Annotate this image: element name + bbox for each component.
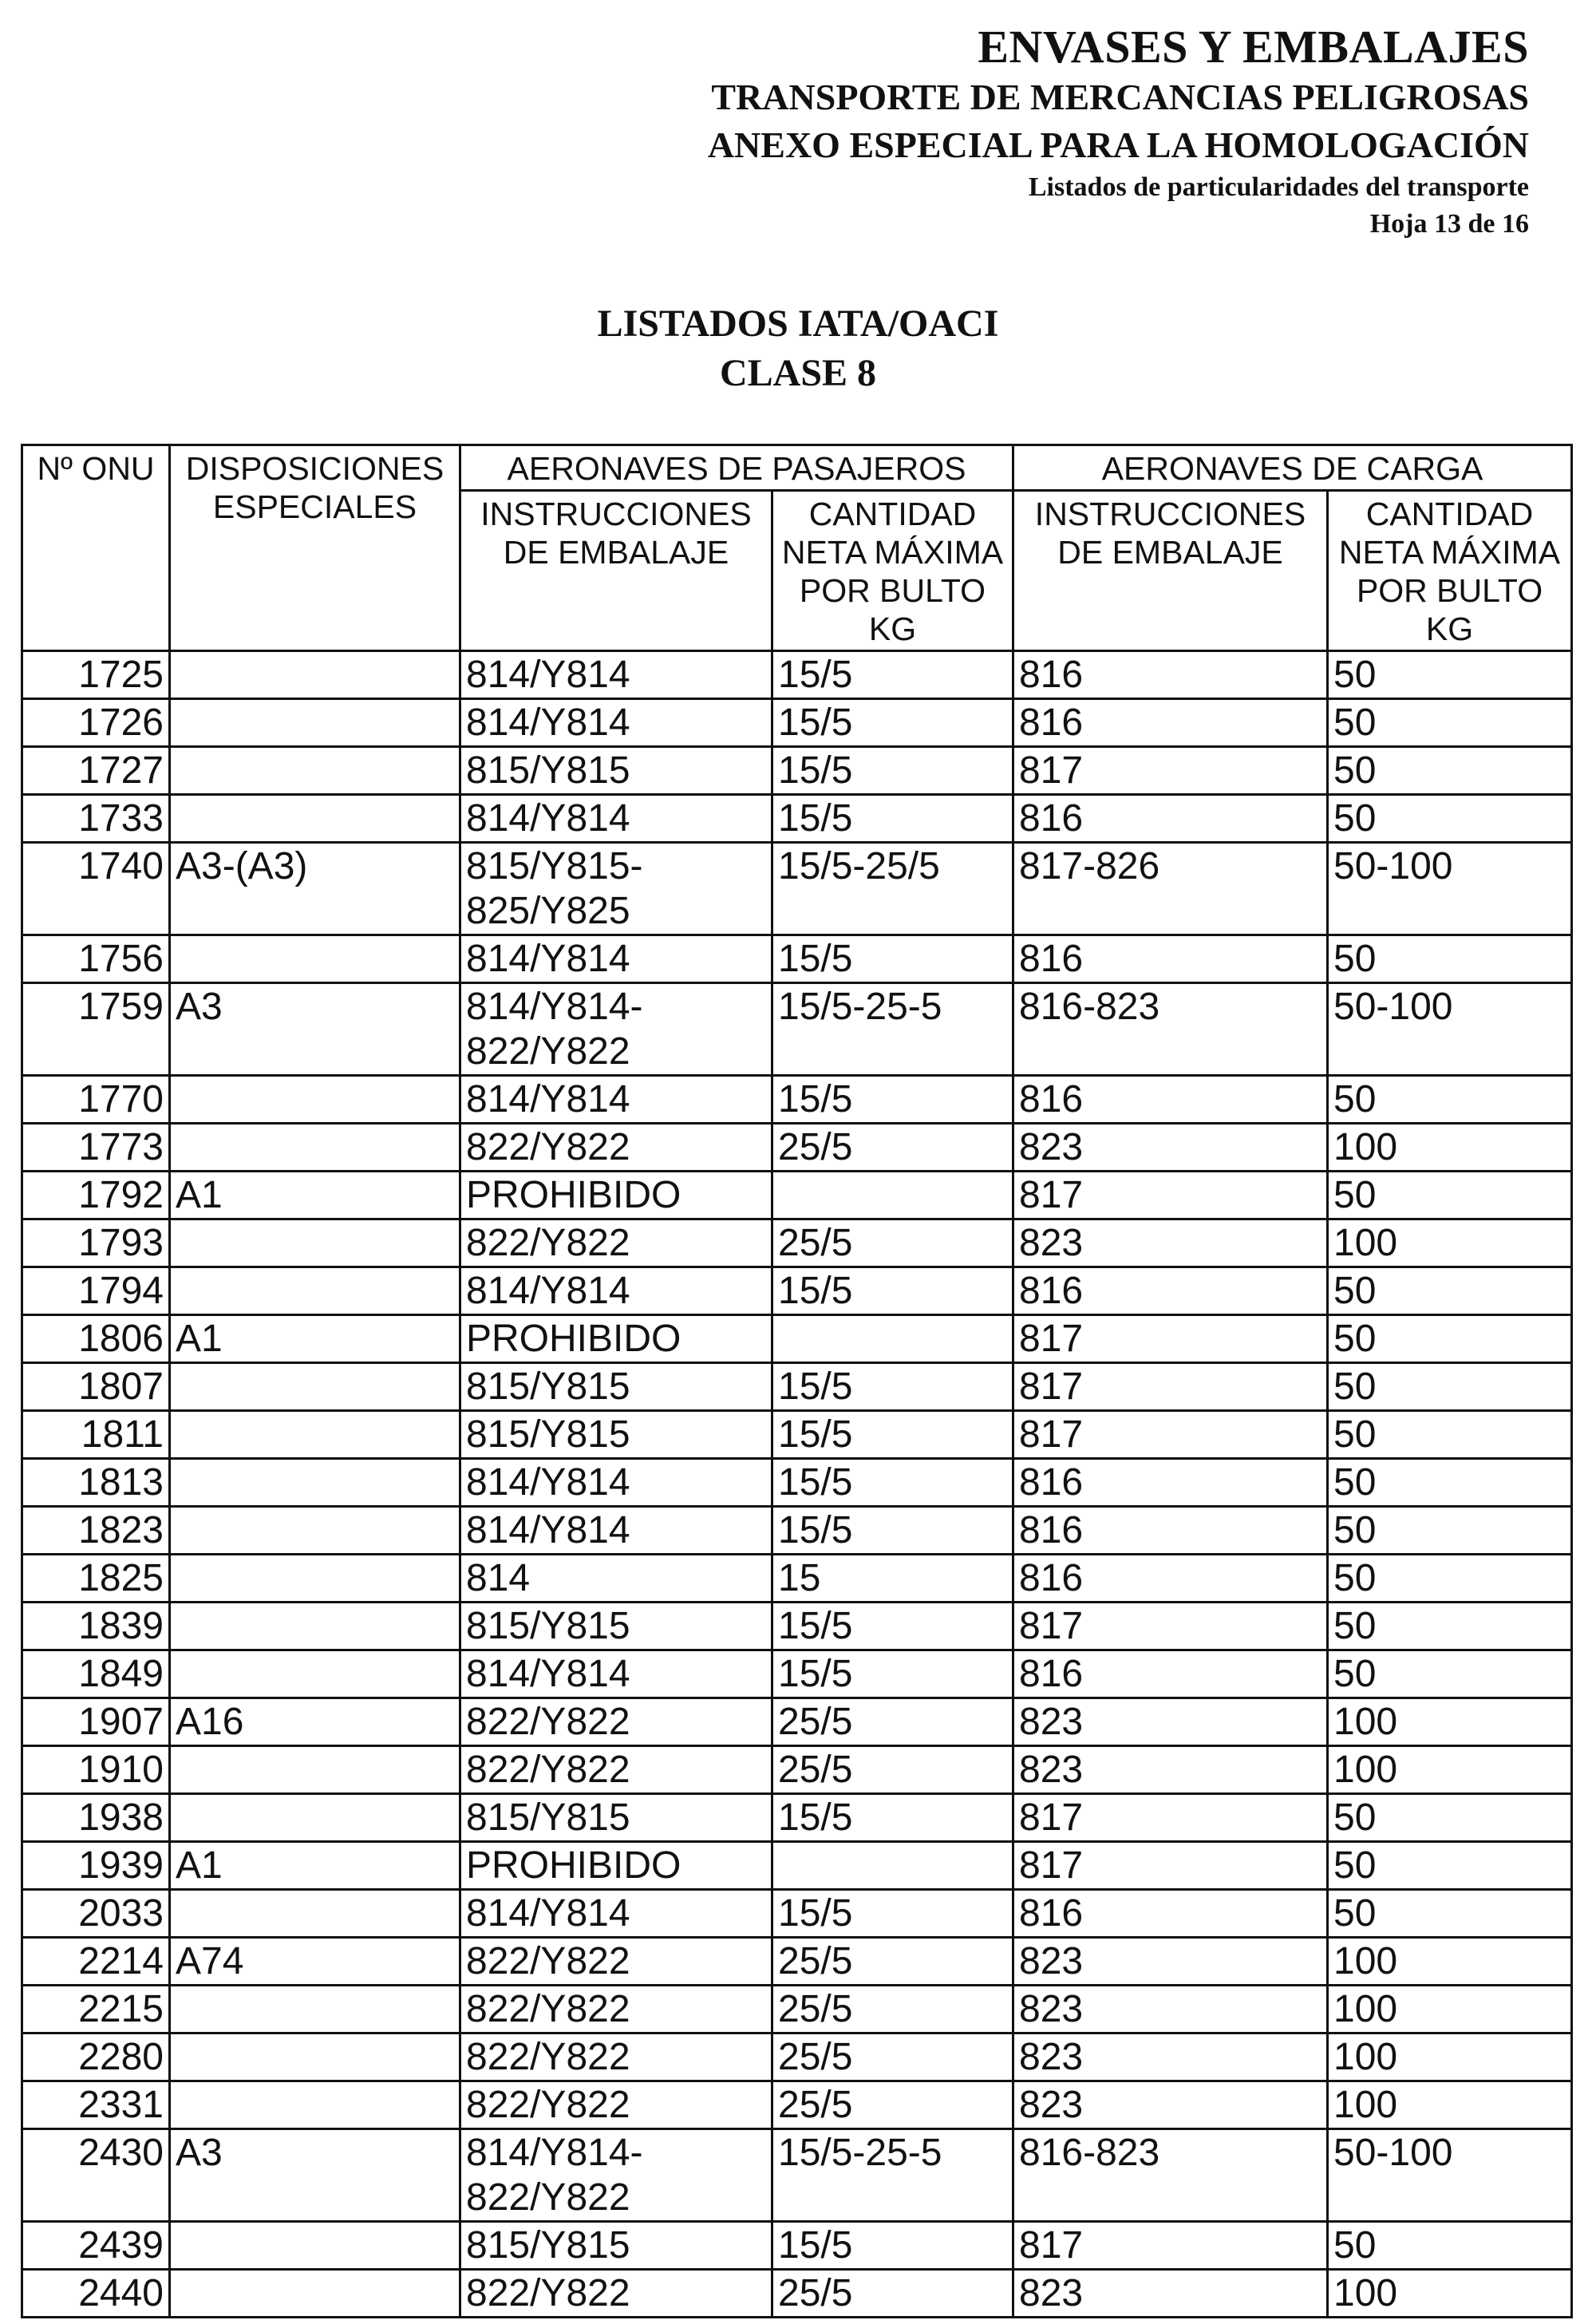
cell-onu: 1773 — [22, 1124, 170, 1172]
cell-cantidad-carga: 50 — [1328, 1650, 1572, 1698]
cell-cantidad-carga: 100 — [1328, 2270, 1572, 2318]
cell-cantidad-pasajeros — [772, 1842, 1013, 1890]
cell-onu: 1793 — [22, 1219, 170, 1267]
cell-instrucciones-pasajeros — [460, 983, 772, 1076]
instrucciones-pasajeros-line: 814/Y814- — [466, 2132, 643, 2174]
cell-cantidad-pasajeros: 15/5 — [772, 935, 1013, 983]
cell-instrucciones-carga: 816 — [1013, 935, 1328, 983]
cell-instrucciones-carga: 817 — [1013, 1794, 1328, 1842]
cell-instrucciones-carga: 823 — [1013, 2270, 1328, 2318]
table-row — [22, 1555, 1572, 1603]
cell-instrucciones-pasajeros — [460, 1219, 772, 1267]
cell-cantidad-pasajeros: 15/5 — [772, 1794, 1013, 1842]
cell-cantidad-pasajeros: 15/5 — [772, 1411, 1013, 1459]
cell-cantidad-carga: 50 — [1328, 651, 1572, 699]
cell-onu: 1727 — [22, 747, 170, 795]
header-aeronaves-pasajeros: AERONAVES DE PASAJEROS — [460, 445, 1013, 491]
cell-instrucciones-pasajeros — [460, 1986, 772, 2034]
cell-cantidad-carga: 100 — [1328, 2034, 1572, 2081]
cell-instrucciones-carga: 823 — [1013, 1938, 1328, 1986]
cell-disposiciones — [170, 1076, 460, 1124]
header-cantidad-pasajeros: CANTIDAD NETA MÁXIMA POR BULTO KG — [772, 491, 1013, 651]
cell-onu: 1939 — [22, 1842, 170, 1890]
instrucciones-pasajeros-line: 815/Y815 — [466, 1413, 630, 1456]
cell-instrucciones-pasajeros — [460, 1459, 772, 1507]
table-header — [22, 445, 1572, 651]
cell-instrucciones-carga: 816 — [1013, 1650, 1328, 1698]
cell-cantidad-pasajeros: 15/5 — [772, 1363, 1013, 1411]
cell-disposiciones — [170, 1986, 460, 2034]
table-row — [22, 1315, 1572, 1363]
cell-cantidad-pasajeros: 25/5 — [772, 1938, 1013, 1986]
cell-cantidad-carga: 50 — [1328, 1842, 1572, 1890]
cell-cantidad-carga: 50 — [1328, 747, 1572, 795]
cell-cantidad-carga: 100 — [1328, 1698, 1572, 1746]
table-row — [22, 1411, 1572, 1459]
instrucciones-pasajeros-line: 822/Y822 — [466, 1030, 630, 1073]
cell-onu: 1910 — [22, 1746, 170, 1794]
cell-cantidad-carga: 50 — [1328, 935, 1572, 983]
cell-instrucciones-carga: 816 — [1013, 1507, 1328, 1555]
table-row — [22, 2129, 1572, 2222]
cell-instrucciones-carga: 817 — [1013, 1172, 1328, 1219]
list-title — [0, 299, 1596, 398]
table-body — [22, 651, 1572, 2318]
table-row — [22, 1842, 1572, 1890]
table-row — [22, 843, 1572, 935]
cell-onu: 1811 — [22, 1411, 170, 1459]
cell-disposiciones — [170, 2222, 460, 2270]
table-row — [22, 747, 1572, 795]
instrucciones-pasajeros-line: 815/Y815- — [466, 845, 643, 887]
cell-cantidad-pasajeros: 15/5 — [772, 1650, 1013, 1698]
cell-onu: 1907 — [22, 1698, 170, 1746]
instrucciones-pasajeros-line: 822/Y822 — [466, 1222, 630, 1264]
cell-disposiciones — [170, 1555, 460, 1603]
cell-disposiciones — [170, 1219, 460, 1267]
cell-cantidad-carga: 50 — [1328, 1411, 1572, 1459]
cell-instrucciones-pasajeros — [460, 1315, 772, 1363]
instrucciones-pasajeros-line: 822/Y822 — [466, 1988, 630, 2030]
cell-onu: 2430 — [22, 2129, 170, 2222]
cell-cantidad-carga: 100 — [1328, 1219, 1572, 1267]
cell-instrucciones-pasajeros — [460, 2222, 772, 2270]
cell-instrucciones-pasajeros — [460, 935, 772, 983]
cell-cantidad-carga: 50 — [1328, 1890, 1572, 1938]
instrucciones-pasajeros-line: 822/Y822 — [466, 2272, 630, 2314]
table-row — [22, 1890, 1572, 1938]
cell-cantidad-pasajeros — [772, 1315, 1013, 1363]
cell-onu: 1726 — [22, 699, 170, 747]
table-row — [22, 935, 1572, 983]
cell-instrucciones-pasajeros — [460, 1172, 772, 1219]
cell-instrucciones-carga: 816 — [1013, 795, 1328, 843]
cell-onu: 1792 — [22, 1172, 170, 1219]
table-row — [22, 1124, 1572, 1172]
cell-onu: 2331 — [22, 2081, 170, 2129]
cell-disposiciones: A3-(A3) — [170, 843, 460, 935]
instrucciones-pasajeros-line: 815/Y815 — [466, 749, 630, 792]
cell-onu: 1794 — [22, 1267, 170, 1315]
instrucciones-pasajeros-line: PROHIBIDO — [466, 1844, 681, 1887]
cell-onu: 1733 — [22, 795, 170, 843]
table-row — [22, 2034, 1572, 2081]
table-row — [22, 1172, 1572, 1219]
instrucciones-pasajeros-line: 825/Y825 — [466, 890, 630, 932]
cell-onu: 2215 — [22, 1986, 170, 2034]
instrucciones-pasajeros-line: 814/Y814- — [466, 986, 643, 1028]
cell-cantidad-carga: 50-100 — [1328, 2129, 1572, 2222]
instrucciones-pasajeros-line: 814/Y814 — [466, 1270, 630, 1312]
cell-instrucciones-carga: 823 — [1013, 1698, 1328, 1746]
instrucciones-pasajeros-line: 822/Y822 — [466, 1126, 630, 1168]
instrucciones-pasajeros-line: 814/Y814 — [466, 702, 630, 744]
cell-disposiciones — [170, 747, 460, 795]
cell-disposiciones: A1 — [170, 1172, 460, 1219]
cell-onu: 1759 — [22, 983, 170, 1076]
cell-onu: 1740 — [22, 843, 170, 935]
cell-onu: 1938 — [22, 1794, 170, 1842]
cell-disposiciones — [170, 1603, 460, 1650]
cell-disposiciones — [170, 1363, 460, 1411]
cell-cantidad-carga: 50 — [1328, 1459, 1572, 1507]
table-row — [22, 1219, 1572, 1267]
list-title-line1: LISTADOS IATA/OACI — [597, 302, 999, 345]
document-title: ENVASES Y EMBALAJES — [978, 21, 1529, 73]
instrucciones-pasajeros-line: 822/Y822 — [466, 2176, 630, 2219]
document-header — [708, 21, 1529, 243]
cell-cantidad-carga: 50 — [1328, 1076, 1572, 1124]
cell-instrucciones-pasajeros — [460, 699, 772, 747]
cell-instrucciones-pasajeros — [460, 1603, 772, 1650]
cell-instrucciones-pasajeros — [460, 1794, 772, 1842]
cell-instrucciones-pasajeros — [460, 1363, 772, 1411]
cell-cantidad-carga: 50-100 — [1328, 983, 1572, 1076]
cell-instrucciones-pasajeros — [460, 2034, 772, 2081]
cell-disposiciones — [170, 1746, 460, 1794]
cell-disposiciones: A74 — [170, 1938, 460, 1986]
cell-instrucciones-carga: 817 — [1013, 1363, 1328, 1411]
cell-instrucciones-pasajeros — [460, 2129, 772, 2222]
instrucciones-pasajeros-line: 822/Y822 — [466, 2036, 630, 2078]
header-aeronaves-carga: AERONAVES DE CARGA — [1013, 445, 1572, 491]
cell-onu: 2439 — [22, 2222, 170, 2270]
cell-instrucciones-carga: 816-823 — [1013, 2129, 1328, 2222]
cell-cantidad-pasajeros: 15 — [772, 1555, 1013, 1603]
cell-instrucciones-carga: 816 — [1013, 1076, 1328, 1124]
cell-instrucciones-carga: 816 — [1013, 699, 1328, 747]
table-row — [22, 1650, 1572, 1698]
cell-cantidad-pasajeros: 15/5 — [772, 2222, 1013, 2270]
cell-instrucciones-carga: 817 — [1013, 1603, 1328, 1650]
cell-cantidad-pasajeros — [772, 1172, 1013, 1219]
cell-cantidad-carga: 50 — [1328, 1315, 1572, 1363]
cell-onu: 2280 — [22, 2034, 170, 2081]
cell-cantidad-carga: 50 — [1328, 699, 1572, 747]
cell-cantidad-pasajeros: 15/5 — [772, 699, 1013, 747]
table-row — [22, 1938, 1572, 1986]
header-instrucciones-pasajeros: INSTRUCCIONES DE EMBALAJE — [460, 491, 772, 651]
table-row — [22, 2270, 1572, 2318]
cell-instrucciones-carga: 817 — [1013, 747, 1328, 795]
cell-cantidad-carga: 100 — [1328, 1938, 1572, 1986]
cell-instrucciones-pasajeros — [460, 1555, 772, 1603]
cell-disposiciones — [170, 1507, 460, 1555]
cell-onu: 1823 — [22, 1507, 170, 1555]
cell-instrucciones-carga: 823 — [1013, 1124, 1328, 1172]
cell-instrucciones-carga: 823 — [1013, 2034, 1328, 2081]
cell-instrucciones-carga: 816 — [1013, 1555, 1328, 1603]
document-annex: ANEXO ESPECIAL PARA LA HOMOLOGACIÓN — [707, 125, 1529, 165]
cell-instrucciones-pasajeros — [460, 1842, 772, 1890]
instrucciones-pasajeros-line: 822/Y822 — [466, 1749, 630, 1791]
cell-disposiciones — [170, 1124, 460, 1172]
cell-instrucciones-carga: 817 — [1013, 1842, 1328, 1890]
cell-onu: 1825 — [22, 1555, 170, 1603]
table-row — [22, 651, 1572, 699]
cell-instrucciones-pasajeros — [460, 1507, 772, 1555]
cell-instrucciones-pasajeros — [460, 1746, 772, 1794]
cell-instrucciones-pasajeros — [460, 1650, 772, 1698]
table-row — [22, 983, 1572, 1076]
cell-cantidad-pasajeros: 25/5 — [772, 2270, 1013, 2318]
cell-onu: 1756 — [22, 935, 170, 983]
sheet-number: Hoja 13 de 16 — [1369, 209, 1529, 239]
cell-cantidad-pasajeros: 15/5-25-5 — [772, 2129, 1013, 2222]
table-row — [22, 1794, 1572, 1842]
cell-instrucciones-pasajeros — [460, 1890, 772, 1938]
cell-cantidad-pasajeros: 15/5 — [772, 1603, 1013, 1650]
cell-instrucciones-pasajeros — [460, 651, 772, 699]
table-row — [22, 1746, 1572, 1794]
cell-instrucciones-carga: 816 — [1013, 1890, 1328, 1938]
header-cantidad-carga: CANTIDAD NETA MÁXIMA POR BULTO KG — [1328, 491, 1572, 651]
cell-instrucciones-carga: 817 — [1013, 1411, 1328, 1459]
cell-cantidad-pasajeros: 15/5 — [772, 651, 1013, 699]
cell-disposiciones: A16 — [170, 1698, 460, 1746]
instrucciones-pasajeros-line: 822/Y822 — [466, 1701, 630, 1743]
cell-cantidad-pasajeros: 25/5 — [772, 1698, 1013, 1746]
cell-instrucciones-pasajeros — [460, 1411, 772, 1459]
instrucciones-pasajeros-line: 822/Y822 — [466, 2084, 630, 2126]
instrucciones-pasajeros-line: 814/Y814 — [466, 1461, 630, 1504]
cell-instrucciones-carga: 816 — [1013, 1267, 1328, 1315]
cell-instrucciones-pasajeros — [460, 2270, 772, 2318]
cell-cantidad-pasajeros: 15/5 — [772, 1459, 1013, 1507]
instrucciones-pasajeros-line: 814/Y814 — [466, 1078, 630, 1120]
cell-instrucciones-carga: 823 — [1013, 1219, 1328, 1267]
cell-cantidad-pasajeros: 25/5 — [772, 2081, 1013, 2129]
cell-onu: 1807 — [22, 1363, 170, 1411]
cell-onu: 2214 — [22, 1938, 170, 1986]
cell-cantidad-pasajeros: 25/5 — [772, 1219, 1013, 1267]
cell-cantidad-pasajeros: 25/5 — [772, 2034, 1013, 2081]
instrucciones-pasajeros-line: 815/Y815 — [466, 1796, 630, 1839]
cell-disposiciones — [170, 699, 460, 747]
cell-instrucciones-carga: 823 — [1013, 2081, 1328, 2129]
cell-instrucciones-pasajeros — [460, 1698, 772, 1746]
cell-cantidad-pasajeros: 15/5-25/5 — [772, 843, 1013, 935]
instrucciones-pasajeros-line: 814/Y814 — [466, 938, 630, 980]
cell-instrucciones-carga: 817 — [1013, 2222, 1328, 2270]
cell-disposiciones — [170, 1890, 460, 1938]
cell-disposiciones — [170, 1411, 460, 1459]
cell-cantidad-pasajeros: 15/5 — [772, 795, 1013, 843]
cell-disposiciones — [170, 651, 460, 699]
cell-disposiciones — [170, 935, 460, 983]
cell-onu: 1849 — [22, 1650, 170, 1698]
instrucciones-pasajeros-line: 814/Y814 — [466, 654, 630, 696]
cell-disposiciones: A1 — [170, 1842, 460, 1890]
cell-disposiciones — [170, 1459, 460, 1507]
instrucciones-pasajeros-line: PROHIBIDO — [466, 1174, 681, 1216]
table-row — [22, 2222, 1572, 2270]
cell-cantidad-pasajeros: 15/5 — [772, 1076, 1013, 1124]
cell-disposiciones — [170, 2034, 460, 2081]
table-row — [22, 1267, 1572, 1315]
instrucciones-pasajeros-line: 814/Y814 — [466, 1892, 630, 1935]
instrucciones-pasajeros-line: 814/Y814 — [466, 1653, 630, 1695]
cell-instrucciones-pasajeros — [460, 2081, 772, 2129]
cell-instrucciones-carga: 823 — [1013, 1746, 1328, 1794]
cell-onu: 2033 — [22, 1890, 170, 1938]
cell-instrucciones-carga: 817 — [1013, 1315, 1328, 1363]
cell-instrucciones-carga: 816 — [1013, 651, 1328, 699]
cell-cantidad-carga: 100 — [1328, 1124, 1572, 1172]
cell-cantidad-carga: 50-100 — [1328, 843, 1572, 935]
cell-disposiciones — [170, 1794, 460, 1842]
instrucciones-pasajeros-line: 815/Y815 — [466, 1605, 630, 1647]
cell-instrucciones-pasajeros — [460, 795, 772, 843]
list-title-line2: CLASE 8 — [719, 352, 877, 394]
cell-instrucciones-pasajeros — [460, 1124, 772, 1172]
cell-disposiciones: A3 — [170, 2129, 460, 2222]
table-row — [22, 1698, 1572, 1746]
table-row — [22, 1603, 1572, 1650]
table-row — [22, 1459, 1572, 1507]
cell-disposiciones — [170, 2270, 460, 2318]
cell-cantidad-carga: 50 — [1328, 1603, 1572, 1650]
cell-disposiciones: A1 — [170, 1315, 460, 1363]
instrucciones-pasajeros-line: 815/Y815 — [466, 2224, 630, 2267]
cell-onu: 1813 — [22, 1459, 170, 1507]
cell-cantidad-carga: 50 — [1328, 2222, 1572, 2270]
cell-instrucciones-pasajeros — [460, 747, 772, 795]
instrucciones-pasajeros-line: 814 — [466, 1557, 531, 1599]
cell-cantidad-carga: 50 — [1328, 795, 1572, 843]
header-onu: Nº ONU — [22, 445, 170, 651]
cell-instrucciones-carga: 816-823 — [1013, 983, 1328, 1076]
table-row — [22, 1507, 1572, 1555]
cell-cantidad-pasajeros: 25/5 — [772, 1746, 1013, 1794]
header-disposiciones: DISPOSICIONES ESPECIALES — [170, 445, 460, 651]
cell-onu: 2440 — [22, 2270, 170, 2318]
cell-disposiciones — [170, 795, 460, 843]
table-row — [22, 1076, 1572, 1124]
cell-cantidad-carga: 100 — [1328, 1986, 1572, 2034]
table-row — [22, 1986, 1572, 2034]
cell-instrucciones-carga: 823 — [1013, 1986, 1328, 2034]
cell-instrucciones-pasajeros — [460, 843, 772, 935]
table-row — [22, 699, 1572, 747]
cell-cantidad-carga: 100 — [1328, 2081, 1572, 2129]
instrucciones-pasajeros-line: 814/Y814 — [466, 1509, 630, 1551]
instrucciones-pasajeros-line: 815/Y815 — [466, 1366, 630, 1408]
cell-cantidad-pasajeros: 15/5 — [772, 1507, 1013, 1555]
table-row — [22, 795, 1572, 843]
cell-instrucciones-pasajeros — [460, 1267, 772, 1315]
document-subtitle: TRANSPORTE DE MERCANCIAS PELIGROSAS — [711, 77, 1529, 117]
cell-cantidad-carga: 50 — [1328, 1363, 1572, 1411]
cell-disposiciones — [170, 1650, 460, 1698]
cell-instrucciones-carga: 817-826 — [1013, 843, 1328, 935]
table-row — [22, 2081, 1572, 2129]
cell-disposiciones — [170, 1267, 460, 1315]
iata-class8-table — [21, 444, 1573, 2318]
cell-instrucciones-pasajeros — [460, 1076, 772, 1124]
cell-cantidad-carga: 50 — [1328, 1507, 1572, 1555]
cell-instrucciones-carga: 816 — [1013, 1459, 1328, 1507]
instrucciones-pasajeros-line: PROHIBIDO — [466, 1318, 681, 1360]
header-instrucciones-carga: INSTRUCCIONES DE EMBALAJE — [1013, 491, 1328, 651]
instrucciones-pasajeros-line: 822/Y822 — [466, 1940, 630, 1982]
cell-cantidad-pasajeros: 15/5 — [772, 1267, 1013, 1315]
cell-cantidad-pasajeros: 15/5 — [772, 1890, 1013, 1938]
cell-instrucciones-pasajeros — [460, 1938, 772, 1986]
cell-onu: 1770 — [22, 1076, 170, 1124]
cell-cantidad-pasajeros: 15/5 — [772, 747, 1013, 795]
cell-cantidad-carga: 100 — [1328, 1746, 1572, 1794]
instrucciones-pasajeros-line: 814/Y814 — [466, 797, 630, 840]
cell-cantidad-carga: 50 — [1328, 1172, 1572, 1219]
cell-onu: 1806 — [22, 1315, 170, 1363]
cell-cantidad-pasajeros: 25/5 — [772, 1986, 1013, 2034]
cell-disposiciones: A3 — [170, 983, 460, 1076]
cell-onu: 1839 — [22, 1603, 170, 1650]
cell-onu: 1725 — [22, 651, 170, 699]
cell-disposiciones — [170, 2081, 460, 2129]
cell-cantidad-carga: 50 — [1328, 1555, 1572, 1603]
cell-cantidad-pasajeros: 15/5-25-5 — [772, 983, 1013, 1076]
table-row — [22, 1363, 1572, 1411]
cell-cantidad-carga: 50 — [1328, 1267, 1572, 1315]
cell-cantidad-pasajeros: 25/5 — [772, 1124, 1013, 1172]
document-section: Listados de particularidades del transporte — [1028, 172, 1529, 202]
cell-cantidad-carga: 50 — [1328, 1794, 1572, 1842]
